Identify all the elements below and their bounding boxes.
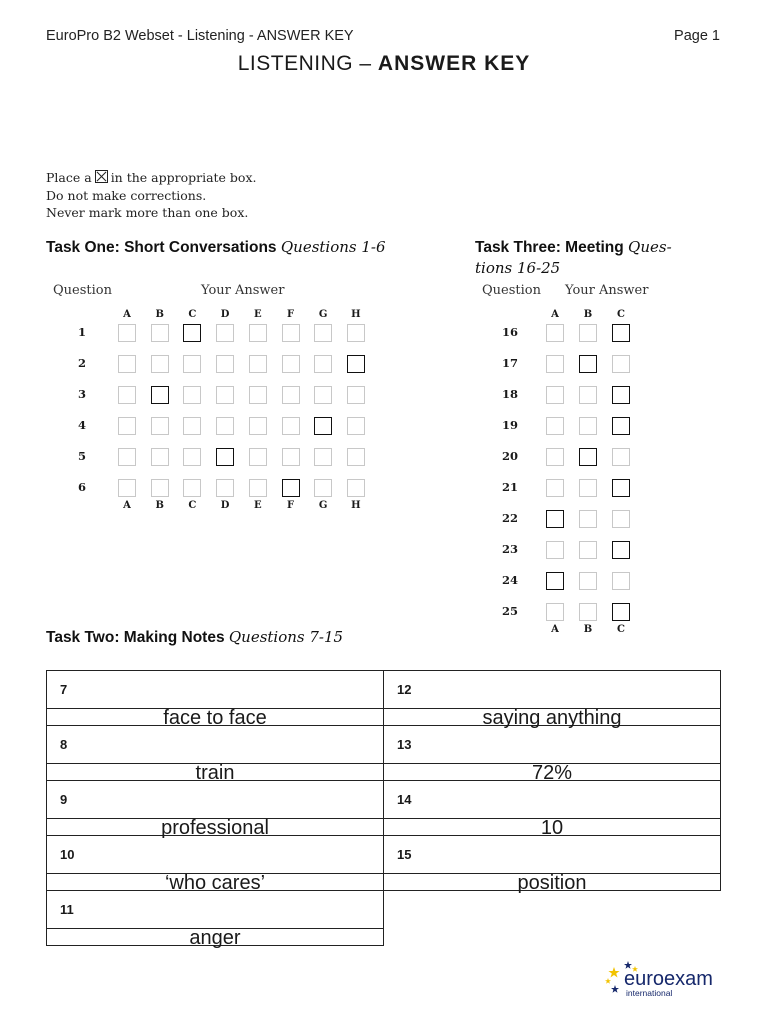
answer-box[interactable] [347,417,365,435]
answer-column-letter-top: H [351,309,361,320]
notes-answer: 10 [540,817,564,839]
answer-box[interactable] [546,386,564,404]
notes-answer-cell [47,927,384,949]
answer-column-letter-top: G [318,309,328,320]
question-number: 24 [502,573,519,587]
instruction-line-1 [46,170,256,185]
answer-box[interactable] [216,386,234,404]
question-number: 17 [502,356,519,370]
answer-column-letter-bottom: G [318,500,328,511]
answer-box[interactable] [216,324,234,342]
empty-cell [384,929,721,946]
answer-box[interactable] [118,324,136,342]
notes-number: 13 [397,737,412,752]
notes-label-cell [47,836,384,874]
answer-box[interactable] [546,324,564,342]
logo-wordmark: euroexam [624,968,713,990]
answer-box-selected[interactable] [216,448,234,466]
task-two-questions: Questions 7-15 [228,628,344,646]
notes-answer-cell [384,762,721,784]
answer-box[interactable] [579,603,597,621]
notes-answer-cell [384,872,721,894]
page-number: Page 1 [674,28,720,44]
answer-column-letter-top: F [286,309,295,320]
notes-answer: train [195,762,235,784]
notes-label-cell [47,726,384,764]
answer-box[interactable] [249,324,267,342]
answer-column-letter-top: A [551,309,559,320]
answer-box[interactable] [151,479,169,497]
question-number: 1 [78,325,87,339]
answer-box[interactable] [118,448,136,466]
notes-label-cell [384,671,721,709]
empty-cell [384,891,721,929]
notes-answer: 72% [531,762,573,784]
answer-box[interactable] [314,324,332,342]
answer-box[interactable] [249,355,267,373]
answer-box-selected[interactable] [151,386,169,404]
task-three-title: Task Three: Meeting [475,239,624,256]
answer-box[interactable] [612,448,630,466]
answer-box-selected[interactable] [282,479,300,497]
notes-label-cell [47,671,384,709]
answer-box[interactable] [612,572,630,590]
answer-box[interactable] [151,355,169,373]
answer-box[interactable] [282,324,300,342]
answer-box[interactable] [314,448,332,466]
answer-box-selected[interactable] [347,355,365,373]
answer-column-letter-top: A [123,309,131,320]
question-number: 25 [502,604,519,618]
notes-answer-cell [47,817,384,839]
notes-number: 10 [60,847,75,862]
question-number: 3 [78,387,87,401]
answer-column-letter-bottom: H [351,500,361,511]
task-one-questions: Questions 1-6 [280,238,386,256]
answer-box[interactable] [249,448,267,466]
task-three-questions-line1: Ques- [628,238,672,256]
answer-box-selected[interactable] [546,572,564,590]
task-one-question-header: Question [53,283,112,298]
answer-box[interactable] [183,479,201,497]
answer-box[interactable] [183,448,201,466]
answer-box[interactable] [579,324,597,342]
notes-label-cell [47,781,384,819]
notes-label-cell [384,726,721,764]
answer-box[interactable] [612,510,630,528]
answer-column-letter-bottom: B [155,500,164,511]
instruction-line-2: Do not make corrections. [46,188,207,203]
notes-number: 9 [60,792,68,807]
instruction-line-1-pre: Place a [46,170,92,185]
answer-box[interactable] [579,417,597,435]
answer-column-letter-bottom: B [583,624,593,635]
notes-answer-cell [47,762,384,784]
question-number: 23 [502,542,519,556]
answer-box-selected[interactable] [612,417,630,435]
answer-box[interactable] [579,510,597,528]
question-number: 20 [502,449,519,463]
crossed-box-icon [95,170,108,183]
task-two-answer-table [46,670,721,949]
answer-box[interactable] [579,572,597,590]
answer-column-letter-bottom: C [188,500,197,511]
task-three-answer-header: Your Answer [565,283,649,298]
answer-box[interactable] [183,417,201,435]
answer-box-selected[interactable] [314,417,332,435]
answer-box-selected[interactable] [612,541,630,559]
notes-answer-cell [47,707,384,729]
answer-column-letter-bottom: C [617,624,625,635]
answer-box[interactable] [612,355,630,373]
answer-box[interactable] [183,355,201,373]
answer-column-letter-top: B [155,309,164,320]
task-three-question-header: Question [482,283,541,298]
answer-box[interactable] [314,355,332,373]
answer-column-letter-bottom: A [551,624,559,635]
notes-number: 8 [60,737,68,752]
answer-box[interactable] [546,541,564,559]
answer-box[interactable] [249,417,267,435]
answer-box-selected[interactable] [183,324,201,342]
answer-box[interactable] [151,324,169,342]
notes-number: 15 [397,847,412,862]
title-prefix: LISTENING – [237,52,378,75]
answer-box[interactable] [282,355,300,373]
answer-box[interactable] [282,386,300,404]
answer-column-letter-bottom: E [253,500,262,511]
answer-box[interactable] [347,479,365,497]
task-one-heading [46,238,386,257]
answer-box[interactable] [183,386,201,404]
instruction-line-1-post: in the appropriate box. [110,170,257,185]
answer-box-selected[interactable] [546,510,564,528]
instruction-line-3: Never mark more than one box. [46,205,249,220]
task-two-heading [46,628,343,647]
answer-box[interactable] [579,541,597,559]
answer-box[interactable] [546,479,564,497]
answer-column-letter-top: D [220,309,230,320]
answer-box[interactable] [546,603,564,621]
answer-box[interactable] [347,324,365,342]
question-number: 2 [78,356,87,370]
answer-box[interactable] [314,479,332,497]
task-three-heading-line2 [475,259,560,278]
logo-subtitle: international [626,988,673,998]
task-one-answer-header: Your Answer [201,283,285,298]
answer-box[interactable] [347,448,365,466]
answer-box-selected[interactable] [612,324,630,342]
euroexam-logo [602,958,727,1000]
answer-box[interactable] [249,386,267,404]
answer-box[interactable] [118,386,136,404]
title-bold: ANSWER KEY [377,52,531,75]
notes-number: 7 [60,682,68,697]
notes-label-cell [384,781,721,819]
task-one-title: Task One: Short Conversations [46,239,277,256]
notes-answer: position [517,872,587,894]
answer-box[interactable] [546,355,564,373]
answer-column-letter-top: C [188,309,197,320]
answer-box-selected[interactable] [612,603,630,621]
answer-box[interactable] [249,479,267,497]
answer-box[interactable] [151,417,169,435]
answer-box[interactable] [347,386,365,404]
answer-box[interactable] [118,417,136,435]
notes-label-cell [384,836,721,874]
notes-answer-cell [384,707,721,729]
notes-answer: ‘who cares’ [164,872,266,894]
task-three-heading [475,238,672,257]
answer-column-letter-bottom: D [220,500,230,511]
task-three-questions-line2: tions 16-25 [475,259,561,277]
question-number: 22 [502,511,519,525]
notes-number: 11 [60,902,74,917]
answer-box[interactable] [282,417,300,435]
notes-number: 12 [397,682,412,697]
answer-column-letter-top: E [253,309,262,320]
answer-box[interactable] [216,355,234,373]
question-number: 18 [502,387,519,401]
notes-answer: saying anything [482,707,622,729]
notes-answer: anger [189,927,241,949]
task-two-title: Task Two: Making Notes [46,629,225,646]
answer-column-letter-top: B [583,309,593,320]
answer-box[interactable] [151,448,169,466]
notes-label-cell [47,891,384,929]
notes-answer: professional [161,817,269,839]
notes-answer-cell [384,817,721,839]
answer-column-letter-bottom: F [286,500,295,511]
answer-box[interactable] [216,417,234,435]
question-number: 6 [78,480,87,494]
question-number: 21 [502,480,519,494]
question-number: 19 [502,418,519,432]
answer-box-selected[interactable] [612,386,630,404]
answer-box-selected[interactable] [612,479,630,497]
notes-number: 14 [397,792,412,807]
question-number: 16 [502,325,519,339]
question-number: 5 [78,449,87,463]
answer-box-selected[interactable] [579,448,597,466]
page-title [0,52,768,76]
answer-box[interactable] [118,479,136,497]
answer-box[interactable] [579,479,597,497]
answer-box[interactable] [216,479,234,497]
answer-column-letter-top: C [617,309,625,320]
answer-box[interactable] [314,386,332,404]
notes-answer: face to face [163,707,267,729]
answer-box-selected[interactable] [579,355,597,373]
notes-answer-cell [47,872,384,894]
answer-box[interactable] [118,355,136,373]
answer-box[interactable] [579,386,597,404]
answer-box[interactable] [282,448,300,466]
document-header-title: EuroPro B2 Webset - Listening - ANSWER KEY [46,28,354,44]
answer-box[interactable] [546,417,564,435]
answer-column-letter-bottom: A [123,500,131,511]
question-number: 4 [78,418,87,432]
answer-box[interactable] [546,448,564,466]
